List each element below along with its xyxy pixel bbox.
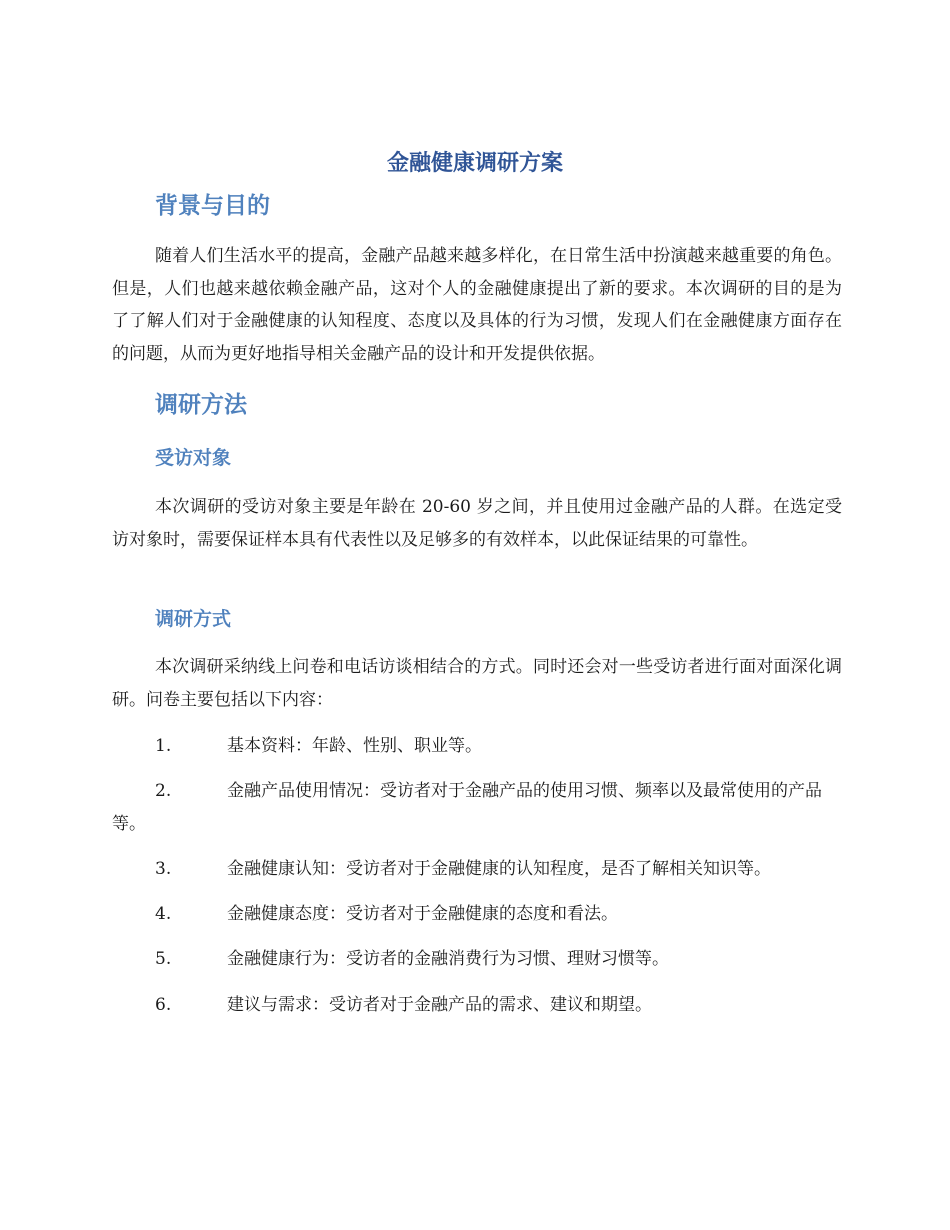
list-item-text: 金融健康认知：受访者对于金融健康的认知程度，是否了解相关知识等。	[227, 859, 771, 879]
subheading-subjects: 受访对象	[155, 447, 232, 469]
list-item-text: 基本资料：年龄、性别、职业等。	[227, 736, 482, 756]
list-item-number: 1.	[155, 736, 172, 756]
document-title: 金融健康调研方案	[386, 151, 563, 176]
list-item-text: 金融健康行为：受访者的金融消费行为习惯、理财习惯等。	[227, 949, 669, 969]
list-item	[112, 730, 842, 763]
list-item	[112, 898, 842, 931]
section-heading-method: 调研方法	[155, 392, 247, 418]
list-item	[112, 853, 842, 886]
subheading-approach: 调研方式	[155, 608, 232, 630]
list-item-text: 建议与需求：受访者对于金融产品的需求、建议和期望。	[227, 995, 652, 1015]
list-item-number: 5.	[155, 949, 172, 969]
list-item-text: 金融健康态度：受访者对于金融健康的态度和看法。	[227, 904, 618, 924]
list-item-number: 2.	[155, 781, 172, 801]
list-item-text: 金融产品使用情况：受访者对于金融产品的使用习惯、频率以及最常使用的产品等。	[112, 781, 822, 834]
list-item	[112, 989, 842, 1022]
list-item-number: 6.	[155, 995, 172, 1015]
background-paragraph: 随着人们生活水平的提高，金融产品越来越多样化，在日常生活中扮演越来越重要的角色。但是，人们也越来越依赖金融产品，这对个人的金融健康提出了新的要求。本次调研的目的是为了了解人们对于金融健康的认知程度、态度以及具体的行为习惯，发现人们在金融健康方面存在的问题，从而为更好地指导相关金融产品的设计和开发提供依据。	[112, 246, 842, 364]
list-item-number: 3.	[155, 859, 172, 879]
list-item	[112, 943, 842, 976]
approach-paragraph: 本次调研采纳线上问卷和电话访谈相结合的方式。同时还会对一些受访者进行面对面深化调研。问卷主要包括以下内容：	[112, 657, 842, 710]
section-heading-background: 背景与目的	[155, 193, 270, 219]
subjects-paragraph: 本次调研的受访对象主要是年龄在 20-60 岁之间，并且使用过金融产品的人群。在选定受访对象时，需要保证样本具有代表性以及足够多的有效样本，以此保证结果的可靠性。	[112, 497, 842, 550]
list-item-number: 4.	[155, 904, 172, 924]
list-item	[112, 775, 842, 840]
